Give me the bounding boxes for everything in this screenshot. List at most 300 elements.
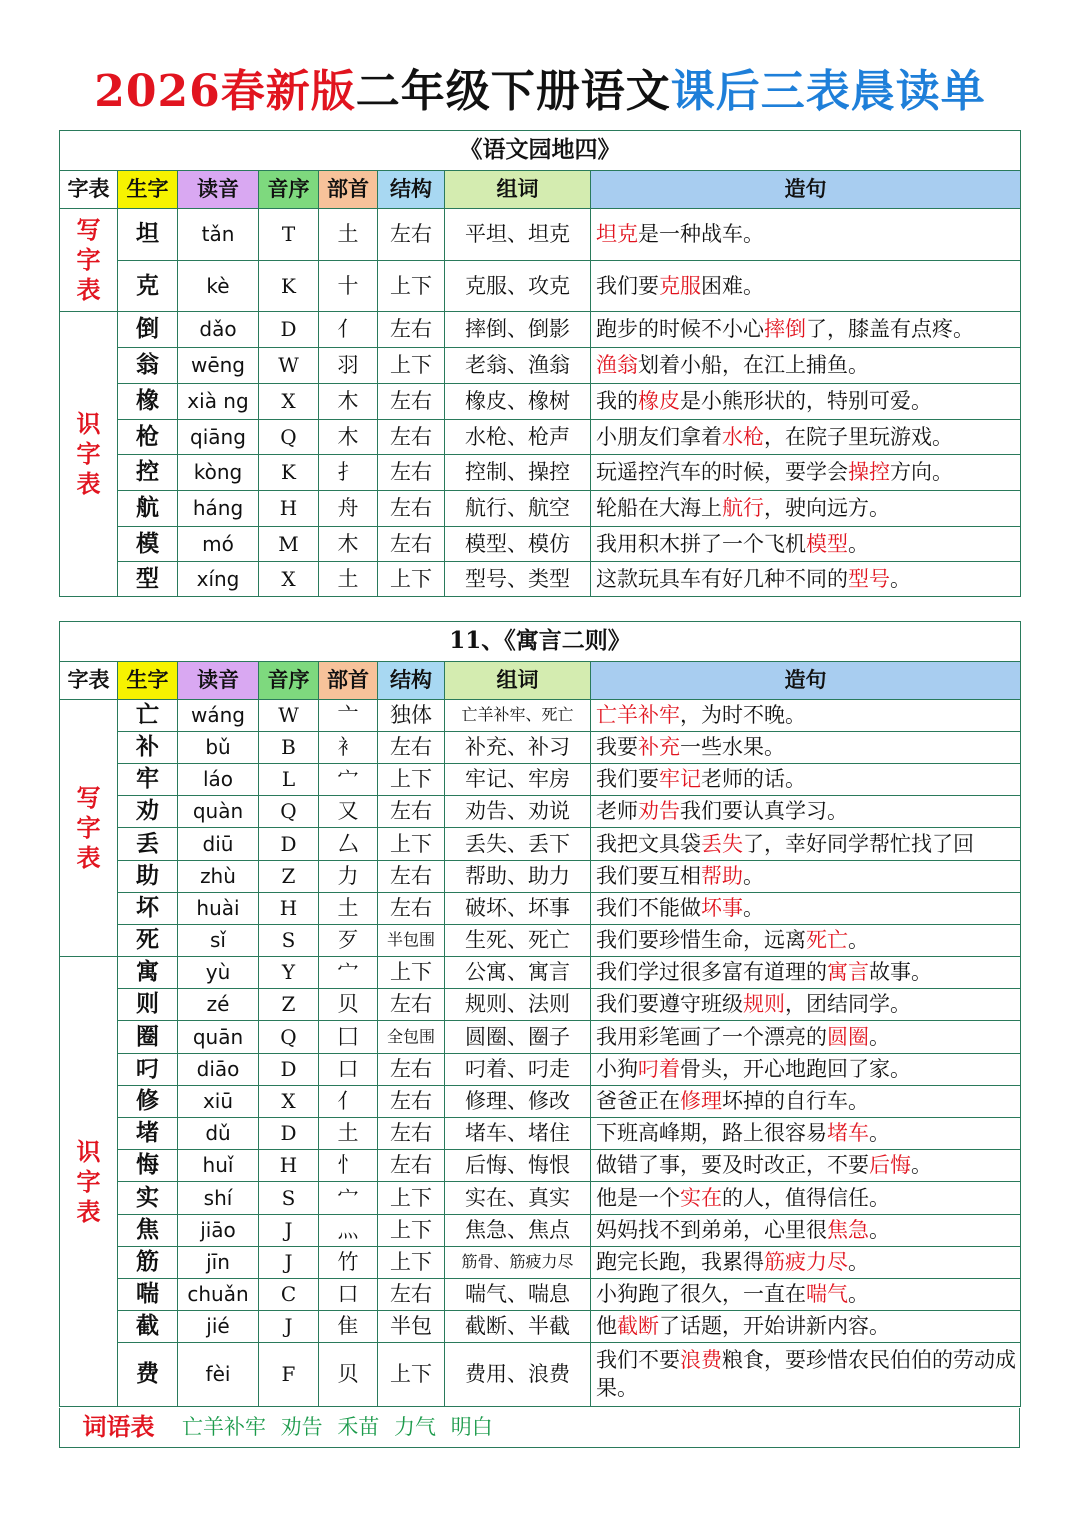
header-jiegou: 结构 — [378, 171, 445, 209]
words-cell: 后悔、悔恨 — [445, 1150, 591, 1182]
sentence-text: 。 — [869, 1121, 890, 1146]
structure-cell: 全包围 — [378, 1021, 445, 1054]
words-cell: 老翁、渔翁 — [445, 348, 591, 384]
words-cell: 堵车、堵住 — [445, 1118, 591, 1150]
sentence-cell — [591, 989, 1021, 1021]
radical-cell: 歹 — [319, 925, 378, 957]
sentence-highlight: 规则 — [743, 992, 785, 1017]
radical-cell: 亻 — [319, 312, 378, 348]
structure-cell: 左右 — [378, 989, 445, 1021]
sentence-text: 我们不要 — [596, 1348, 680, 1373]
sentence-cell — [591, 348, 1021, 384]
table-row — [60, 925, 1021, 957]
sentence-highlight: 寓言 — [827, 960, 869, 985]
radical-cell: 贝 — [319, 989, 378, 1021]
sentence-text: 故事。 — [869, 960, 932, 985]
char-cell: 坦 — [118, 209, 178, 261]
char-cell: 劝 — [118, 796, 178, 828]
pinyin-cell: tǎn — [178, 209, 259, 261]
sentence-highlight: 浪费 — [680, 1348, 722, 1373]
order-cell: S — [259, 1182, 319, 1215]
sentence-text: 我们要互相 — [596, 864, 701, 889]
radical-cell: 口 — [319, 1054, 378, 1086]
header-bushou: 部首 — [319, 662, 378, 700]
table-row — [60, 732, 1021, 764]
header-yinxu: 音序 — [259, 171, 319, 209]
pinyin-cell: shí — [178, 1182, 259, 1215]
sentence-highlight: 死亡 — [806, 928, 848, 953]
radical-cell: 宀 — [319, 1182, 378, 1215]
words-cell: 叼着、叼走 — [445, 1054, 591, 1086]
structure-cell: 左右 — [378, 732, 445, 764]
header-zaoju: 造句 — [591, 171, 1021, 209]
sentence-text: 了话题，开始讲新内容。 — [659, 1314, 890, 1339]
words-cell: 截断、半截 — [445, 1311, 591, 1343]
pinyin-cell: zhù — [178, 861, 259, 893]
sentence-highlight: 牢记 — [659, 767, 701, 792]
words-cell: 亡羊补牢、死亡 — [445, 700, 591, 732]
pinyin-cell: sǐ — [178, 925, 259, 957]
order-cell: S — [259, 925, 319, 957]
char-cell: 则 — [118, 989, 178, 1021]
words-cell: 圆圈、圈子 — [445, 1021, 591, 1054]
sentence-text: 小狗 — [596, 1057, 638, 1082]
pinyin-cell: diū — [178, 828, 259, 861]
group-label-char: 字 — [76, 439, 101, 468]
words-cell: 公寓、寓言 — [445, 957, 591, 989]
table-row — [60, 989, 1021, 1021]
sentence-cell — [591, 732, 1021, 764]
sentence-text: 方向。 — [890, 460, 953, 485]
sentence-text: 玩遥控汽车的时候，要学会 — [596, 460, 848, 485]
structure-cell: 左右 — [378, 384, 445, 420]
structure-cell: 上下 — [378, 1343, 445, 1407]
structure-cell: 左右 — [378, 209, 445, 261]
order-cell: C — [259, 1279, 319, 1311]
words-cell: 筋骨、筋疲力尽 — [445, 1247, 591, 1279]
structure-cell: 左右 — [378, 1150, 445, 1182]
table-row — [60, 261, 1021, 312]
pinyin-cell: xíng — [178, 562, 259, 597]
structure-cell: 上下 — [378, 828, 445, 861]
sentence-text: 粮食，要珍惜农民伯伯的劳动成果。 — [596, 1348, 1016, 1400]
title-part-2: 二年级下册语文 — [355, 66, 671, 117]
order-cell: D — [259, 828, 319, 861]
sentence-highlight: 修理 — [680, 1089, 722, 1114]
char-cell: 叼 — [118, 1054, 178, 1086]
order-cell: Y — [259, 957, 319, 989]
pinyin-cell: xià ng — [178, 384, 259, 420]
header-zuci: 组词 — [445, 171, 591, 209]
sentence-text: 。 — [848, 531, 869, 556]
header-shengzi: 生字 — [118, 171, 178, 209]
pinyin-cell: quàn — [178, 796, 259, 828]
char-cell: 枪 — [118, 420, 178, 455]
sentence-text: 我用彩笔画了一个漂亮的 — [596, 1024, 827, 1049]
table-row — [60, 348, 1021, 384]
radical-cell: 隹 — [319, 1311, 378, 1343]
sentence-text: 小朋友们拿着 — [596, 424, 722, 449]
pinyin-cell: jīn — [178, 1247, 259, 1279]
words-cell: 破坏、坏事 — [445, 893, 591, 925]
words-cell: 生死、死亡 — [445, 925, 591, 957]
sentence-cell — [591, 1021, 1021, 1054]
sentence-text: 下班高峰期，路上很容易 — [596, 1121, 827, 1146]
order-cell: X — [259, 1086, 319, 1118]
sentence-text: 老师的话。 — [701, 767, 806, 792]
table-row — [60, 1247, 1021, 1279]
radical-cell: 灬 — [319, 1215, 378, 1247]
table-row — [60, 957, 1021, 989]
radical-cell: 木 — [319, 420, 378, 455]
structure-cell: 左右 — [378, 491, 445, 527]
structure-cell: 上下 — [378, 1215, 445, 1247]
sentence-text: 跑完长跑，我累得 — [596, 1250, 764, 1275]
sentence-cell — [591, 209, 1021, 261]
table-row — [60, 384, 1021, 420]
sentence-highlight: 圆圈 — [827, 1024, 869, 1049]
sentence-highlight: 模型 — [806, 531, 848, 556]
table-yuwen-yuandi-4 — [59, 130, 1021, 597]
sentence-text: 。 — [890, 566, 911, 591]
table-row — [60, 700, 1021, 732]
order-cell: W — [259, 700, 319, 732]
pinyin-cell: diāo — [178, 1054, 259, 1086]
sentence-highlight: 喘气 — [806, 1282, 848, 1307]
table-row — [60, 312, 1021, 348]
sentence-highlight: 叼着 — [638, 1057, 680, 1082]
section-title: 《语文园地四》 — [60, 131, 1021, 171]
char-cell: 筋 — [118, 1247, 178, 1279]
sentence-text: 我们要遵守班级 — [596, 992, 743, 1017]
char-cell: 喘 — [118, 1279, 178, 1311]
sentence-text: 我们要 — [596, 767, 659, 792]
header-shengzi: 生字 — [118, 662, 178, 700]
order-cell: H — [259, 1150, 319, 1182]
char-cell: 寓 — [118, 957, 178, 989]
header-zaoju: 造句 — [591, 662, 1021, 700]
structure-cell: 左右 — [378, 1279, 445, 1311]
table-row — [60, 420, 1021, 455]
pinyin-cell: chuǎn — [178, 1279, 259, 1311]
char-cell: 实 — [118, 1182, 178, 1215]
table-row — [60, 527, 1021, 562]
structure-cell: 上下 — [378, 562, 445, 597]
structure-cell: 左右 — [378, 1086, 445, 1118]
structure-cell: 左右 — [378, 1118, 445, 1150]
pinyin-cell: xiū — [178, 1086, 259, 1118]
order-cell: Q — [259, 420, 319, 455]
group-label-xiezibiao — [60, 700, 118, 957]
order-cell: X — [259, 562, 319, 597]
table-row — [60, 764, 1021, 796]
words-cell: 牢记、牢房 — [445, 764, 591, 796]
order-cell: H — [259, 893, 319, 925]
char-cell: 助 — [118, 861, 178, 893]
words-cell: 补充、补习 — [445, 732, 591, 764]
pinyin-cell: mó — [178, 527, 259, 562]
sentence-text: 了，幸好同学帮忙找了回 — [743, 831, 974, 856]
sentence-highlight: 坦克 — [596, 222, 638, 247]
sentence-cell — [591, 455, 1021, 491]
sentence-text: 老师 — [596, 799, 638, 824]
table-row — [60, 1086, 1021, 1118]
radical-cell: 土 — [319, 893, 378, 925]
sentence-text: 我们要 — [596, 273, 659, 298]
structure-cell: 上下 — [378, 1182, 445, 1215]
sentence-cell — [591, 828, 1021, 861]
sentence-highlight: 渔翁 — [596, 353, 638, 378]
radical-cell: 宀 — [319, 764, 378, 796]
char-cell: 补 — [118, 732, 178, 764]
header-zuci: 组词 — [445, 662, 591, 700]
table-row — [60, 455, 1021, 491]
group-label-char: 字 — [76, 1166, 101, 1196]
radical-cell: 又 — [319, 796, 378, 828]
order-cell: W — [259, 348, 319, 384]
order-cell: D — [259, 1118, 319, 1150]
header-jiegou: 结构 — [378, 662, 445, 700]
char-cell: 牢 — [118, 764, 178, 796]
sentence-cell — [591, 1311, 1021, 1343]
group-label-char: 表 — [76, 469, 101, 498]
char-cell: 悔 — [118, 1150, 178, 1182]
pinyin-cell: háng — [178, 491, 259, 527]
group-label-char: 识 — [76, 1136, 101, 1166]
sentence-highlight: 帮助 — [701, 864, 743, 889]
sentence-text: 我们不能做 — [596, 896, 701, 921]
radical-cell: 亻 — [319, 1086, 378, 1118]
header-duyin: 读音 — [178, 171, 259, 209]
radical-cell: 口 — [319, 1279, 378, 1311]
sentence-text: 了，膝盖有点疼。 — [806, 317, 974, 342]
words-cell: 航行、航空 — [445, 491, 591, 527]
header-zibiao: 字表 — [60, 171, 118, 209]
sentence-highlight: 堵车 — [827, 1121, 869, 1146]
table-row — [60, 828, 1021, 861]
radical-cell: 土 — [319, 209, 378, 261]
char-cell: 翁 — [118, 348, 178, 384]
pinyin-cell: wáng — [178, 700, 259, 732]
sentence-text: ，在院子里玩游戏。 — [764, 424, 953, 449]
structure-cell: 独体 — [378, 700, 445, 732]
structure-cell: 左右 — [378, 796, 445, 828]
char-cell: 倒 — [118, 312, 178, 348]
words-cell: 实在、真实 — [445, 1182, 591, 1215]
group-label-char: 表 — [76, 843, 101, 872]
sentence-cell — [591, 1182, 1021, 1215]
pinyin-cell: huǐ — [178, 1150, 259, 1182]
sentence-text: 是一种战车。 — [638, 222, 764, 247]
sentence-cell — [591, 1086, 1021, 1118]
sentence-text: ，为时不晚。 — [680, 703, 806, 728]
table-row — [60, 796, 1021, 828]
order-cell: H — [259, 491, 319, 527]
sentence-highlight: 航行 — [722, 496, 764, 521]
structure-cell: 上下 — [378, 1247, 445, 1279]
radical-cell: 贝 — [319, 1343, 378, 1407]
sentence-text: 骨头，开心地跑回了家。 — [680, 1057, 911, 1082]
structure-cell: 上下 — [378, 348, 445, 384]
header-bushou: 部首 — [319, 171, 378, 209]
order-cell: J — [259, 1247, 319, 1279]
sentence-text: 坏掉的自行车。 — [722, 1089, 869, 1114]
sentence-text: 跑步的时候不小心 — [596, 317, 764, 342]
vocab-words: 亡羊补牢 劝告 禾苗 力气 明白 — [182, 1415, 493, 1439]
pinyin-cell: dǔ — [178, 1118, 259, 1150]
char-cell: 控 — [118, 455, 178, 491]
sentence-cell — [591, 420, 1021, 455]
structure-cell: 上下 — [378, 764, 445, 796]
sentence-highlight: 补充 — [638, 735, 680, 760]
table-row — [60, 1150, 1021, 1182]
sentence-highlight: 筋疲力尽 — [764, 1250, 848, 1275]
radical-cell: 亠 — [319, 700, 378, 732]
radical-cell: 十 — [319, 261, 378, 312]
sentence-text: 划着小船，在江上捕鱼。 — [638, 353, 869, 378]
sentence-cell — [591, 925, 1021, 957]
order-cell: B — [259, 732, 319, 764]
structure-cell: 左右 — [378, 893, 445, 925]
radical-cell: 土 — [319, 1118, 378, 1150]
structure-cell: 左右 — [378, 312, 445, 348]
structure-cell: 上下 — [378, 957, 445, 989]
sentence-cell — [591, 893, 1021, 925]
words-cell: 焦急、焦点 — [445, 1215, 591, 1247]
words-cell: 修理、修改 — [445, 1086, 591, 1118]
structure-cell: 左右 — [378, 420, 445, 455]
char-cell: 费 — [118, 1343, 178, 1407]
sentence-highlight: 丢失 — [701, 831, 743, 856]
radical-cell: 木 — [319, 527, 378, 562]
sentence-text: 我们学过很多富有道理的 — [596, 960, 827, 985]
radical-cell: 力 — [319, 861, 378, 893]
table-yuyan-erze — [59, 621, 1021, 1407]
order-cell: M — [259, 527, 319, 562]
sentence-text: 一些水果。 — [680, 735, 785, 760]
group-label-char: 写 — [76, 215, 101, 244]
vocab-label: 词语表 — [82, 1412, 155, 1441]
sentence-text: 。 — [911, 1153, 932, 1178]
radical-cell: 舟 — [319, 491, 378, 527]
pinyin-cell: quān — [178, 1021, 259, 1054]
structure-cell: 左右 — [378, 861, 445, 893]
order-cell: J — [259, 1311, 319, 1343]
words-cell: 费用、浪费 — [445, 1343, 591, 1407]
sentence-cell — [591, 1118, 1021, 1150]
sentence-text: 的人，值得信任。 — [722, 1185, 890, 1210]
sentence-cell — [591, 491, 1021, 527]
structure-cell: 半包 — [378, 1311, 445, 1343]
order-cell: Q — [259, 796, 319, 828]
words-cell: 型号、类型 — [445, 562, 591, 597]
sentence-cell — [591, 700, 1021, 732]
sentence-highlight: 焦急 — [827, 1218, 869, 1243]
table-row — [60, 1311, 1021, 1343]
sentence-text: 。 — [869, 1218, 890, 1243]
order-cell: J — [259, 1215, 319, 1247]
char-cell: 坏 — [118, 893, 178, 925]
order-cell: T — [259, 209, 319, 261]
sentence-cell — [591, 957, 1021, 989]
order-cell: X — [259, 384, 319, 420]
group-label-shizibiao — [60, 957, 118, 1407]
char-cell: 修 — [118, 1086, 178, 1118]
table-row — [60, 1279, 1021, 1311]
sentence-text: 他 — [596, 1314, 617, 1339]
radical-cell: 囗 — [319, 1021, 378, 1054]
words-cell: 帮助、助力 — [445, 861, 591, 893]
sentence-highlight: 坏事 — [701, 896, 743, 921]
char-cell: 堵 — [118, 1118, 178, 1150]
sentence-highlight: 亡羊补牢 — [596, 703, 680, 728]
structure-cell: 左右 — [378, 455, 445, 491]
pinyin-cell: kè — [178, 261, 259, 312]
sentence-highlight: 摔倒 — [764, 317, 806, 342]
sentence-text: 做错了事，要及时改正，不要 — [596, 1153, 869, 1178]
sentence-text: ，团结同学。 — [785, 992, 911, 1017]
order-cell: Z — [259, 989, 319, 1021]
sentence-text: 是小熊形状的，特别可爱。 — [680, 389, 932, 414]
structure-cell: 左右 — [378, 1054, 445, 1086]
header-yinxu: 音序 — [259, 662, 319, 700]
radical-cell: 扌 — [319, 455, 378, 491]
sentence-cell — [591, 1247, 1021, 1279]
char-cell: 克 — [118, 261, 178, 312]
title-part-3: 课后三表晨读单 — [670, 66, 986, 117]
sentence-highlight: 克服 — [659, 273, 701, 298]
sentence-text: 小狗跑了很久，一直在 — [596, 1282, 806, 1307]
sentence-highlight: 型号 — [848, 566, 890, 591]
sentence-text: 我们要认真学习。 — [680, 799, 848, 824]
sentence-text: 。 — [848, 1250, 869, 1275]
order-cell: L — [259, 764, 319, 796]
table-row — [60, 1343, 1021, 1407]
sentence-cell — [591, 562, 1021, 597]
sentence-text: 妈妈找不到弟弟，心里很 — [596, 1218, 827, 1243]
sentence-cell — [591, 261, 1021, 312]
char-cell: 死 — [118, 925, 178, 957]
sentence-text: 我要 — [596, 735, 638, 760]
char-cell: 丢 — [118, 828, 178, 861]
vocab-table — [59, 1408, 1020, 1448]
pinyin-cell: fèi — [178, 1343, 259, 1407]
radical-cell: 忄 — [319, 1150, 378, 1182]
group-label-char: 表 — [76, 1196, 101, 1226]
structure-cell: 左右 — [378, 527, 445, 562]
group-label-shizibiao — [60, 312, 118, 597]
sentence-text: 。 — [743, 864, 764, 889]
radical-cell: 土 — [319, 562, 378, 597]
table-row — [60, 1021, 1021, 1054]
table-row — [60, 562, 1021, 597]
words-cell: 丢失、丢下 — [445, 828, 591, 861]
sentence-text: 。 — [869, 1024, 890, 1049]
group-label-char: 写 — [76, 783, 101, 812]
sentence-text: 轮船在大海上 — [596, 496, 722, 521]
pinyin-cell: kòng — [178, 455, 259, 491]
sentence-cell — [591, 312, 1021, 348]
order-cell: D — [259, 312, 319, 348]
table-row — [60, 491, 1021, 527]
sentence-cell — [591, 796, 1021, 828]
sentence-cell — [591, 527, 1021, 562]
order-cell: D — [259, 1054, 319, 1086]
sentence-text: 。 — [848, 1282, 869, 1307]
pinyin-cell: wēng — [178, 348, 259, 384]
words-cell: 摔倒、倒影 — [445, 312, 591, 348]
group-label-char: 字 — [76, 245, 101, 274]
